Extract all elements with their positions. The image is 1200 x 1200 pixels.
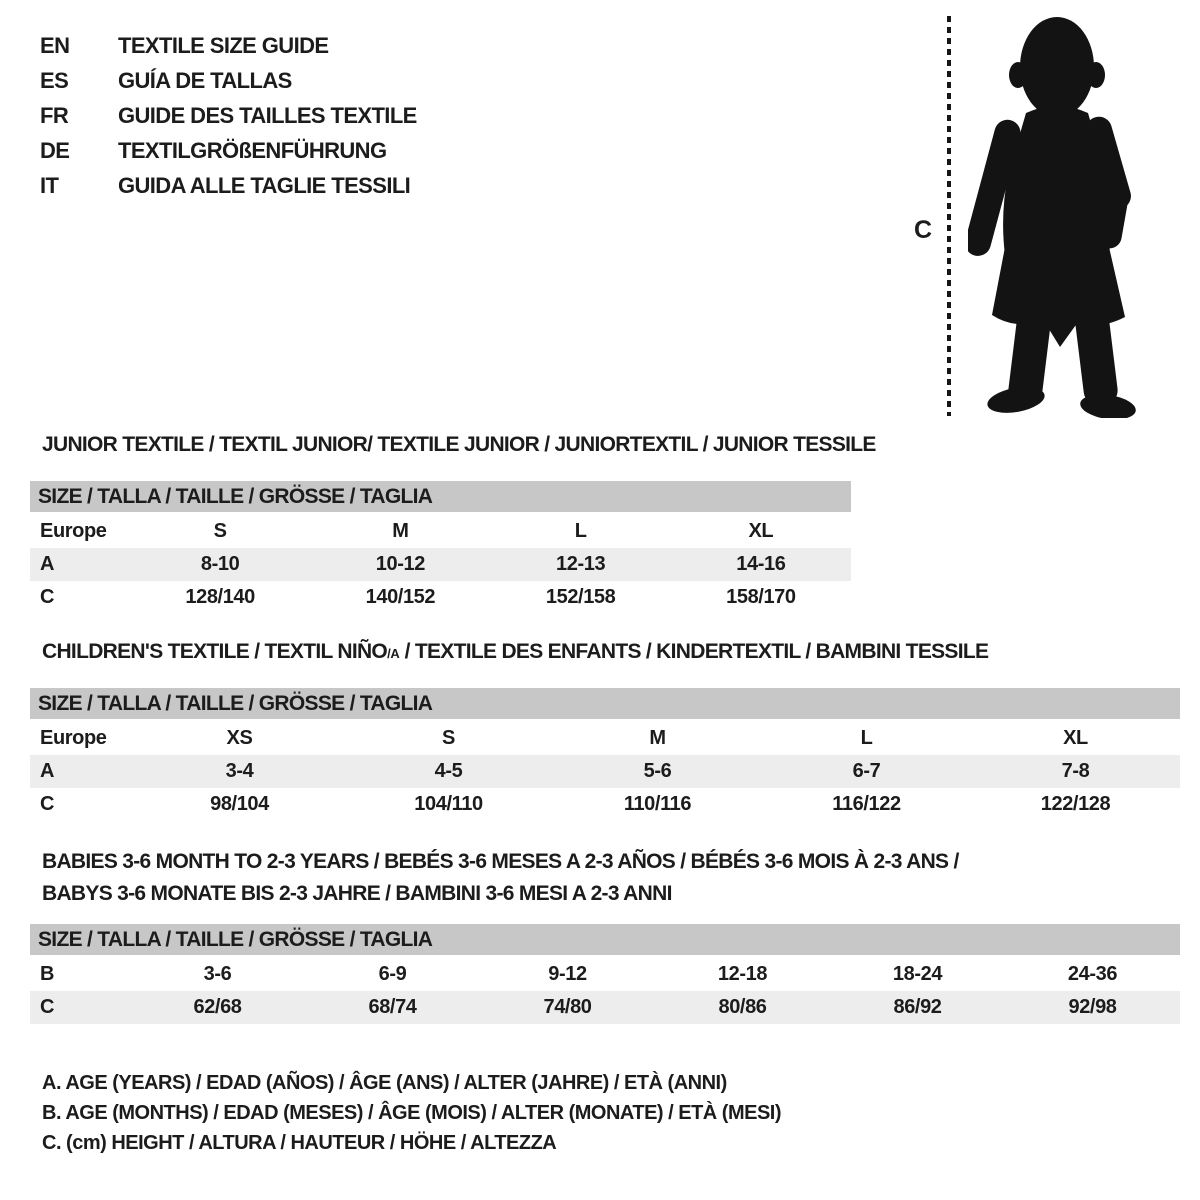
- language-row: [40, 63, 417, 98]
- height-cell: 98/104: [210, 793, 269, 815]
- babies-heading-line1: BABIES 3-6 MONTH TO 2-3 YEARS / BEBÉS 3-6 MESES A 2-3 AÑOS / BÉBÉS 3-6 MOIS À 2-3 ANS /: [42, 850, 959, 873]
- row-label: Europe: [40, 520, 107, 542]
- children-size-table: [30, 688, 1180, 821]
- children-heading-main: CHILDREN'S TEXTILE / TEXTIL NIÑO: [42, 640, 388, 663]
- size-header-bar: SIZE / TALLA / TAILLE / GRÖSSE / TAGLIA: [30, 481, 851, 512]
- size-cell: S: [213, 520, 227, 542]
- language-title: GUÍA DE TALLAS: [118, 67, 292, 93]
- height-cell: 110/116: [623, 793, 692, 815]
- table-row: [30, 991, 1180, 1024]
- language-code: EN: [40, 32, 70, 58]
- age-cell: 14-16: [736, 553, 786, 575]
- table-row: [30, 581, 851, 614]
- age-cell: 8-10: [200, 553, 240, 575]
- height-cell: 158/170: [726, 586, 796, 608]
- row-label: C: [40, 793, 55, 815]
- row-label: B: [40, 963, 55, 985]
- toddler-silhouette-icon: [968, 14, 1136, 418]
- age-cell: 6-7: [852, 760, 881, 782]
- language-title: GUIDE DES TAILLES TEXTILE: [118, 102, 417, 128]
- size-cell: M: [392, 520, 409, 542]
- measure-legend: [42, 1068, 781, 1158]
- language-title: TEXTILGRÖßENFÜHRUNG: [118, 137, 387, 163]
- age-cell: 12-18: [717, 963, 768, 985]
- children-heading-rest: / TEXTILE DES ENFANTS / KINDERTEXTIL / BAMBINI TESSILE: [399, 640, 989, 663]
- junior-size-table: [30, 481, 851, 614]
- age-cell: 12-13: [556, 553, 606, 575]
- height-cell: 86/92: [893, 996, 942, 1018]
- table-row: [30, 722, 1180, 755]
- table-row: [30, 958, 1180, 991]
- height-cell: 104/110: [414, 793, 483, 815]
- height-cell: 152/158: [545, 586, 616, 608]
- age-cell: 5-6: [643, 760, 672, 782]
- size-cell: XL: [748, 520, 774, 542]
- table-row: [30, 548, 851, 581]
- age-cell: 3-4: [225, 760, 254, 782]
- size-header-bar: SIZE / TALLA / TAILLE / GRÖSSE / TAGLIA: [30, 688, 1180, 719]
- babies-section-heading: [42, 846, 959, 910]
- size-cell: L: [860, 727, 873, 749]
- height-cell: 80/86: [718, 996, 767, 1018]
- size-cell: M: [649, 727, 666, 749]
- size-header-bar: SIZE / TALLA / TAILLE / GRÖSSE / TAGLIA: [30, 924, 1180, 955]
- size-cell: L: [574, 520, 587, 542]
- height-cell: 128/140: [185, 586, 255, 608]
- age-cell: 3-6: [203, 963, 232, 985]
- height-measure-label: C: [914, 216, 933, 244]
- age-cell: 18-24: [892, 963, 943, 985]
- size-cell: S: [442, 727, 455, 749]
- language-code: DE: [40, 137, 70, 163]
- height-cell: 140/152: [365, 586, 436, 608]
- age-cell: 7-8: [1061, 760, 1090, 782]
- language-code: ES: [40, 67, 69, 93]
- height-figure: [900, 0, 1180, 430]
- babies-size-table: [30, 924, 1180, 1024]
- age-cell: 10-12: [375, 553, 425, 575]
- size-cell: XS: [226, 727, 253, 749]
- language-title: GUIDA ALLE TAGLIE TESSILI: [118, 172, 411, 198]
- age-cell: 4-5: [434, 760, 463, 782]
- height-cell: 68/74: [368, 996, 417, 1018]
- row-label: Europe: [40, 727, 107, 749]
- legend-line-b: B. AGE (MONTHS) / EDAD (MESES) / ÂGE (MOIS) / ALTER (MONATE) / ETÀ (MESI): [42, 1101, 782, 1124]
- children-heading-subscript: /A: [387, 646, 400, 661]
- language-row: [40, 168, 417, 203]
- children-section-heading: [42, 640, 988, 664]
- language-title-list: [40, 28, 417, 203]
- age-cell: 6-9: [378, 963, 407, 985]
- legend-line-c: C. (cm) HEIGHT / ALTURA / HAUTEUR / HÖHE / ALTEZZA: [42, 1131, 557, 1154]
- table-row: [30, 788, 1180, 821]
- table-row: [30, 755, 1180, 788]
- size-cell: XL: [1063, 727, 1088, 749]
- height-cell: 62/68: [193, 996, 242, 1018]
- babies-heading-line2: BABYS 3-6 MONATE BIS 2-3 JAHRE / BAMBINI 3-6 MESI A 2-3 ANNI: [42, 882, 672, 905]
- language-row: [40, 133, 417, 168]
- language-row: [40, 28, 417, 63]
- table-row: [30, 515, 851, 548]
- row-label: C: [40, 586, 55, 608]
- language-code: IT: [40, 172, 59, 198]
- age-cell: 24-36: [1067, 963, 1118, 985]
- height-cell: 74/80: [543, 996, 592, 1018]
- row-label: A: [40, 553, 55, 575]
- height-measure-dashed-line: [947, 16, 951, 416]
- row-label: A: [40, 760, 55, 782]
- language-title: TEXTILE SIZE GUIDE: [118, 32, 329, 58]
- age-cell: 9-12: [548, 963, 587, 985]
- language-row: [40, 98, 417, 133]
- row-label: C: [40, 996, 55, 1018]
- language-code: FR: [40, 102, 69, 128]
- legend-line-a: A. AGE (YEARS) / EDAD (AÑOS) / ÂGE (ANS) / ALTER (JAHRE) / ETÀ (ANNI): [42, 1071, 727, 1094]
- height-cell: 122/128: [1040, 793, 1111, 815]
- height-cell: 92/98: [1068, 996, 1117, 1018]
- height-cell: 116/122: [832, 793, 901, 815]
- junior-section-heading: JUNIOR TEXTILE / TEXTIL JUNIOR/ TEXTILE JUNIOR / JUNIORTEXTIL / JUNIOR TESSILE: [42, 433, 876, 456]
